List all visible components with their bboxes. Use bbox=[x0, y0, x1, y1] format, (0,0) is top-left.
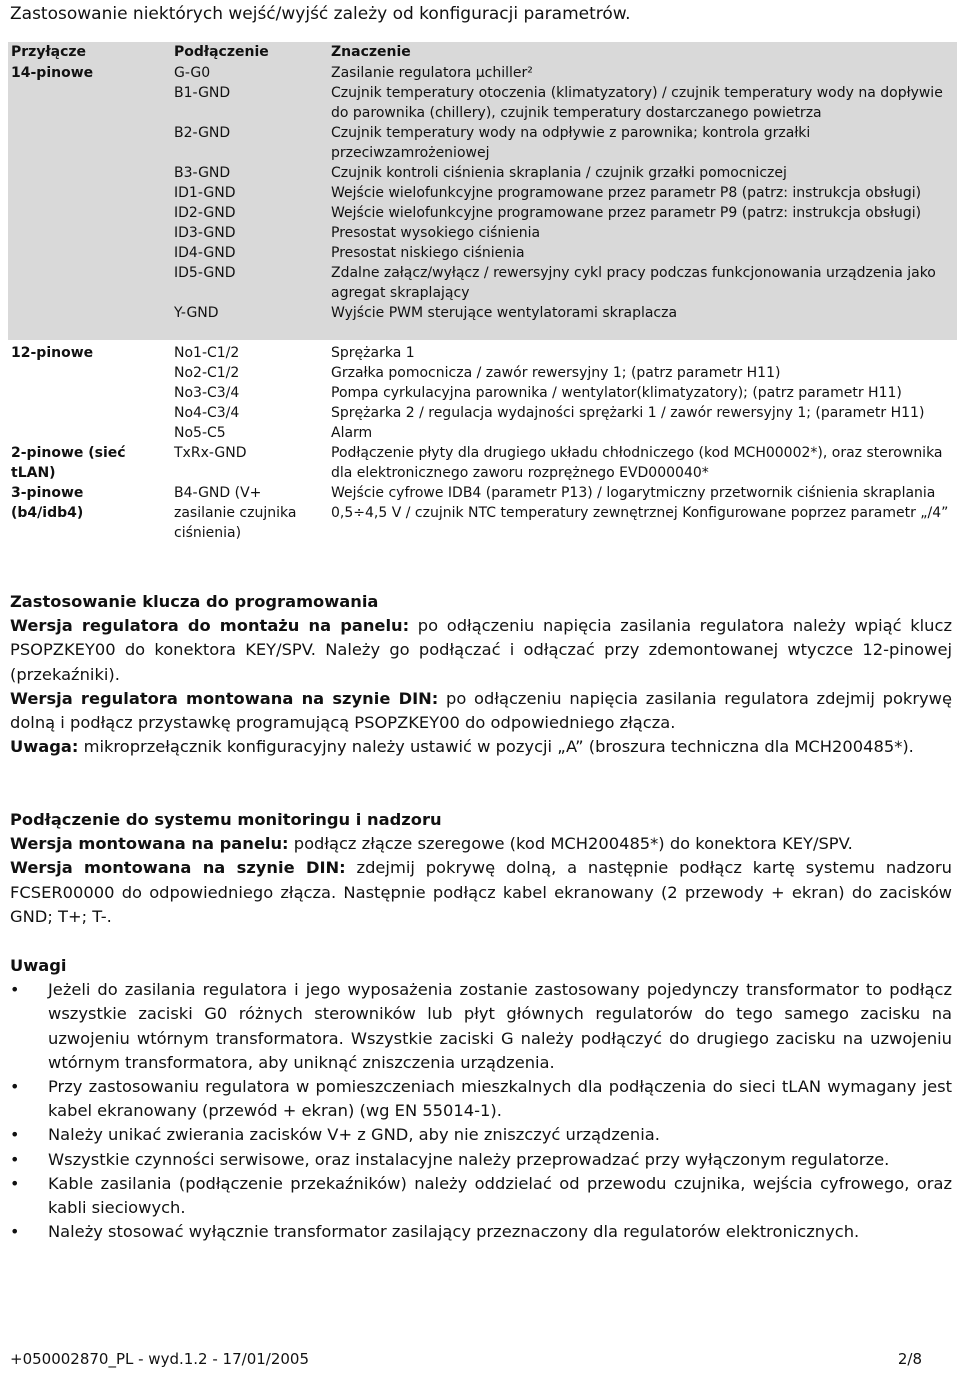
paragraph-label: Wersja montowana na szynie DIN: bbox=[10, 858, 346, 878]
bullet-icon: • bbox=[10, 1077, 20, 1097]
list-item-text: Należy stosować wyłącznie transformator zasilający przeznaczony dla regulatorów elektronicznych. bbox=[48, 1222, 860, 1242]
row-connector: 14-pinowe bbox=[11, 65, 94, 81]
row-description: Wyjście PWM sterujące wentylatorami skraplacza bbox=[331, 305, 678, 321]
section-title: Podłączenie do systemu monitoringu i nadzoru bbox=[10, 810, 442, 829]
list-item bbox=[10, 1123, 952, 1147]
row-pin: No3-C3/4 bbox=[174, 385, 240, 401]
page-footer bbox=[10, 1350, 922, 1368]
list-item-text: Należy unikać zwierania zacisków V+ z GND, aby nie zniszczyć urządzenia. bbox=[48, 1125, 660, 1145]
row-pin: ID5-GND bbox=[174, 265, 236, 281]
list-item-text: Przy zastosowaniu regulatora w pomieszczeniach mieszkalnych dla podłączenia do sieci tLAN wymagany jest kabel ekranowany (przewód + ekran) (wg EN 55014-1). bbox=[48, 1077, 952, 1121]
row-connector: 3-pinowe (b4/idb4) bbox=[11, 485, 84, 521]
row-description: Czujnik kontroli ciśnienia skraplania / czujnik grzałki pomocniczej bbox=[331, 165, 787, 181]
row-pin: ID4-GND bbox=[174, 245, 236, 261]
row-description: Presostat wysokiego ciśnienia bbox=[331, 225, 541, 241]
row-description: Wejście wielofunkcyjne programowane przez parametr P9 (patrz: instrukcja obsługi) bbox=[331, 205, 922, 221]
row-pin: No1-C1/2 bbox=[174, 345, 240, 361]
paragraph-label: Wersja regulatora montowana na szynie DIN: bbox=[10, 688, 439, 708]
row-pin: ID2-GND bbox=[174, 205, 236, 221]
row-description: Alarm bbox=[331, 425, 373, 441]
row-description: Sprężarka 1 bbox=[331, 345, 415, 361]
paragraph-label: Wersja montowana na panelu: bbox=[10, 834, 289, 854]
section-title: Uwagi bbox=[10, 956, 67, 975]
row-description: Zdalne załącz/wyłącz / rewersyjny cykl pracy podczas funkcjonowania urządzenia jako agregat skraplający bbox=[331, 265, 936, 301]
intro-text: Zastosowanie niektórych wejść/wyjść zależy od konfiguracji parametrów. bbox=[10, 4, 631, 24]
row-pin: No4-C3/4 bbox=[174, 405, 240, 421]
row-pin: ID3-GND bbox=[174, 225, 236, 241]
row-pin: B4-GND (V+ zasilanie czujnika ciśnienia) bbox=[174, 485, 297, 541]
row-pin: No5-C5 bbox=[174, 425, 226, 441]
notes-list bbox=[10, 978, 952, 1244]
row-pin: TxRx-GND bbox=[174, 445, 247, 461]
header-podlaczenie: Podłączenie bbox=[174, 44, 269, 60]
row-pin: No2-C1/2 bbox=[174, 365, 240, 381]
paragraph-text: zdejmij pokrywę dolną, a następnie podłącz kartę systemu nadzoru FCSER00000 do odpowiedniego złącza. Następnie podłącz kabel ekranowany (2 przewody + ekran) do zacisków GND; T+; T-. bbox=[10, 858, 952, 926]
bullet-icon: • bbox=[10, 1125, 20, 1145]
list-item bbox=[10, 1172, 952, 1220]
paragraph-text: podłącz złącze szeregowe (kod MCH200485*) do konektora KEY/SPV. bbox=[288, 834, 853, 854]
row-description: Pompa cyrkulacyjna parownika / wentylator(klimatyzatory); (patrz parametr H11) bbox=[331, 385, 902, 401]
row-description: Sprężarka 2 / regulacja wydajności sprężarki 1 / zawór rewersyjny 1; (parametr H11) bbox=[331, 405, 925, 421]
paragraph bbox=[10, 856, 952, 929]
paragraph bbox=[10, 687, 952, 735]
row-pin: G-G0 bbox=[174, 65, 211, 81]
list-item-text: Wszystkie czynności serwisowe, oraz instalacyjne należy przeprowadzać przy wyłączonym regulatorze. bbox=[48, 1149, 890, 1169]
row-description: Zasilanie regulatora µchiller² bbox=[331, 65, 533, 81]
bullet-icon: • bbox=[10, 1173, 20, 1193]
programming-key-section bbox=[10, 590, 952, 759]
list-item-text: Jeżeli do zasilania regulatora i jego wyposażenia zostanie zastosowany pojedynczy transformator to podłącz wszystkie zaciski G0 różnych sterowników lub płyt głównych regulatorów do tego samego zacisku na uzwojeniu wtórnym transformatora. Wszystkie zaciski G należy podłączyć do drugiego zacisku na uzwojeniu wtórnym transformatora, aby uniknąć zniszczenia urządzenia. bbox=[48, 980, 952, 1072]
paragraph-text: mikroprzełącznik konfiguracyjny należy ustawić w pozycji „A” (broszura techniczna dla MCH200485*). bbox=[78, 737, 914, 757]
list-item bbox=[10, 1075, 952, 1123]
row-description: Podłączenie płyty dla drugiego układu chłodniczego (kod MCH00002*), oraz sterownika dla elektronicznego zaworu rozprężnego EVD000040* bbox=[331, 445, 943, 481]
row-description: Grzałka pomocnicza / zawór rewersyjny 1; (patrz parametr H11) bbox=[331, 365, 781, 381]
bullet-icon: • bbox=[10, 1222, 20, 1242]
row-pin: B3-GND bbox=[174, 165, 231, 181]
row-connector: 12-pinowe bbox=[11, 345, 94, 361]
paragraph bbox=[10, 614, 952, 687]
row-description: Presostat niskiego ciśnienia bbox=[331, 245, 525, 261]
list-item bbox=[10, 1220, 952, 1244]
header-przylacze: Przyłącze bbox=[11, 44, 87, 60]
paragraph-text: po odłączeniu napięcia zasilania regulatora zdejmij pokrywę dolną i podłącz przystawkę programującą PSOPZKEY00 do odpowiedniego złącza. bbox=[10, 688, 952, 733]
list-item bbox=[10, 1148, 952, 1172]
row-description: Wejście wielofunkcyjne programowane przez parametr P8 (patrz: instrukcja obsługi) bbox=[331, 185, 922, 201]
row-pin: B2-GND bbox=[174, 125, 231, 141]
row-description: Wejście cyfrowe IDB4 (parametr P13) / logarytmiczny przetwornik ciśnienia skraplania 0,5÷4,5 V / czujnik NTC temperatury zewnętrznej Konfigurowane poprzez parametr „/4” bbox=[331, 485, 949, 521]
row-pin: ID1-GND bbox=[174, 185, 236, 201]
page-number: 2/8 bbox=[897, 1350, 922, 1368]
row-connector: 2-pinowe (sieć tLAN) bbox=[11, 445, 126, 481]
list-item-text: Kable zasilania (podłączenie przekaźników) należy oddzielać od przewodu czujnika, wejścia cyfrowego, oraz kabli sieciowych. bbox=[48, 1173, 952, 1218]
notes-section bbox=[10, 954, 952, 1244]
row-pin: Y-GND bbox=[174, 305, 219, 321]
paragraph-text: po odłączeniu napięcia zasilania regulatora należy wpiąć klucz PSOPZKEY00 do konektora KEY/SPV. Należy go podłączać i odłączać przy zdemontowanej wtyczce 12-pinowej (przekaźniki). bbox=[10, 616, 952, 684]
list-item bbox=[10, 978, 952, 1075]
row-pin: B1-GND bbox=[174, 85, 231, 101]
row-description: Czujnik temperatury otoczenia (klimatyzatory) / czujnik temperatury wody na dopływie do parownika (chillery), czujnik temperatury dostarczanego powietrza bbox=[331, 85, 943, 121]
paragraph-label: Wersja regulatora do montażu na panelu: bbox=[10, 616, 410, 636]
monitoring-section bbox=[10, 808, 952, 929]
paragraph-label: Uwaga: bbox=[10, 737, 79, 757]
paragraph bbox=[10, 735, 952, 759]
bullet-icon: • bbox=[10, 1149, 20, 1169]
row-description: Czujnik temperatury wody na odpływie z parownika; kontrola grzałki przeciwzamrożeniowej bbox=[331, 125, 811, 161]
header-znaczenie: Znaczenie bbox=[331, 44, 411, 60]
bullet-icon: • bbox=[10, 980, 20, 1000]
paragraph bbox=[10, 832, 952, 856]
footer-document-id: +050002870_PL - wyd.1.2 - 17/01/2005 bbox=[10, 1350, 310, 1368]
section-title: Zastosowanie klucza do programowania bbox=[10, 592, 379, 611]
